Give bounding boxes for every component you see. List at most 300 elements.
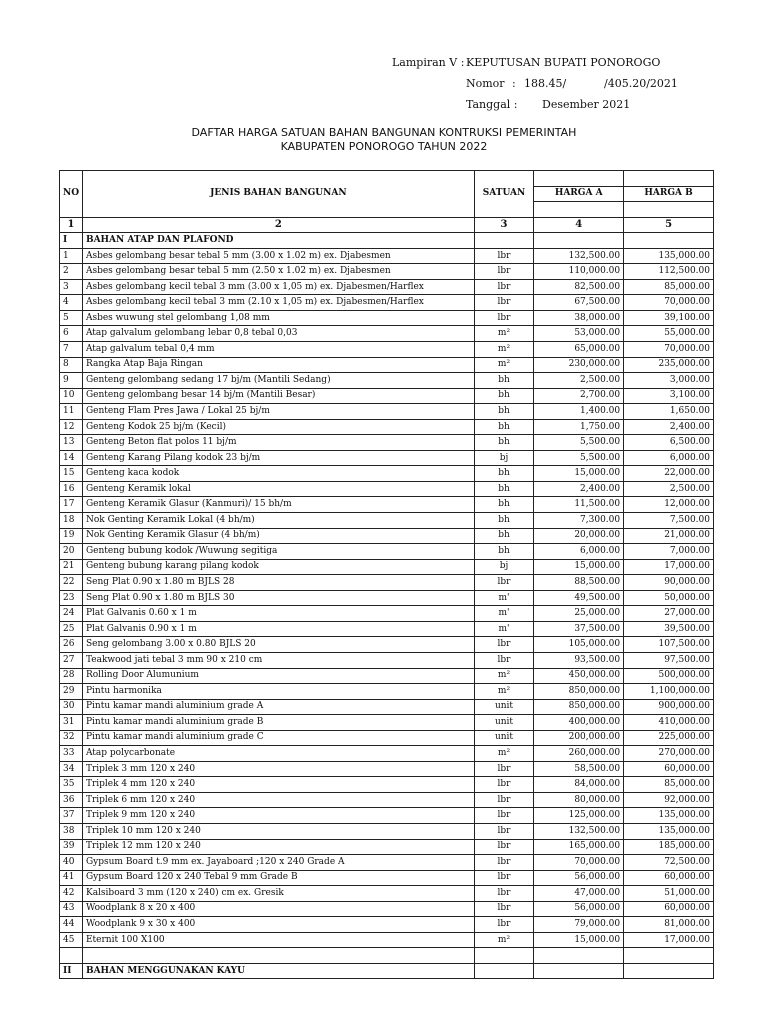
row-number: 42 [60,886,83,902]
colnum-3: 3 [474,217,534,233]
row-price-a: 25,000.00 [534,606,624,622]
row-unit: lbr [474,264,534,280]
row-unit: lbr [474,808,534,824]
table-row [60,466,714,482]
row-unit: lbr [474,792,534,808]
row-material-name: Teakwood jati tebal 3 mm 90 x 210 cm [82,652,474,668]
header-spacer [624,202,714,218]
row-number: 35 [60,777,83,793]
row-number: 8 [60,357,83,373]
table-row [60,870,714,886]
column-number-row [60,217,714,233]
row-material-name: Genteng kaca kodok [82,466,474,482]
row-price-b: 51,000.00 [624,886,714,902]
row-unit: bh [474,513,534,529]
header-blank-a [534,171,624,187]
row-unit: m² [474,746,534,762]
row-price-a: 38,000.00 [534,310,624,326]
header-blank-b [624,171,714,187]
row-unit: lbr [474,248,534,264]
row-price-b: 1,100,000.00 [624,684,714,700]
row-material-name: Pintu kamar mandi aluminium grade C [82,730,474,746]
lampiran-value: KEPUTUSAN BUPATI PONOROGO [466,56,661,69]
row-unit: m² [474,932,534,948]
row-number: 29 [60,684,83,700]
row-unit: bj [474,450,534,466]
row-price-a: 165,000.00 [534,839,624,855]
table-row [60,668,714,684]
tanggal-label: Tanggal : [466,98,518,111]
section-row [60,233,714,249]
row-number: 3 [60,279,83,295]
table-row [60,342,714,358]
colnum-1: 1 [60,217,83,233]
row-price-b: 7,500.00 [624,513,714,529]
row-unit: m² [474,684,534,700]
row-unit: lbr [474,652,534,668]
row-price-b: 55,000.00 [624,326,714,342]
table-row [60,715,714,731]
row-material-name: Triplek 3 mm 120 x 240 [82,761,474,777]
row-number: 15 [60,466,83,482]
row-price-b: 60,000.00 [624,870,714,886]
table-row [60,839,714,855]
row-material-name: Pintu kamar mandi aluminium grade A [82,699,474,715]
row-number: 24 [60,606,83,622]
row-unit: lbr [474,637,534,653]
table-row [60,326,714,342]
document-title [0,126,768,154]
row-number: 16 [60,481,83,497]
row-price-b: 85,000.00 [624,777,714,793]
row-price-b: 135,000.00 [624,808,714,824]
row-material-name: Seng gelombang 3.00 x 0.80 BJLS 20 [82,637,474,653]
table-row [60,606,714,622]
row-number: 22 [60,575,83,591]
row-number: 20 [60,544,83,560]
header-satuan: SATUAN [474,171,534,218]
row-unit: bh [474,528,534,544]
row-unit: bh [474,404,534,420]
row-price-b: 17,000.00 [624,932,714,948]
row-number: 6 [60,326,83,342]
table-row [60,746,714,762]
row-material-name: Seng Plat 0.90 x 1.80 m BJLS 28 [82,575,474,591]
table-row [60,684,714,700]
row-material-name: Genteng Karang Pilang kodok 23 bj/m [82,450,474,466]
row-unit: unit [474,699,534,715]
table-row [60,792,714,808]
section-row [60,963,714,979]
row-price-b: 410,000.00 [624,715,714,731]
row-price-b: 900,000.00 [624,699,714,715]
table-footer [60,948,714,979]
row-unit: lbr [474,917,534,933]
row-number: 36 [60,792,83,808]
table-row [60,450,714,466]
section-title: BAHAN ATAP DAN PLAFOND [82,233,474,249]
row-number: 10 [60,388,83,404]
table-row [60,917,714,933]
row-price-b: 17,000.00 [624,559,714,575]
price-table [59,170,714,979]
row-number: 44 [60,917,83,933]
row-price-b: 225,000.00 [624,730,714,746]
row-number: 32 [60,730,83,746]
table-row [60,590,714,606]
row-number: 1 [60,248,83,264]
nomor-value-b: /405.20/2021 [604,77,678,90]
row-number: 41 [60,870,83,886]
row-unit: bj [474,559,534,575]
colnum-4: 4 [534,217,624,233]
row-price-a: 20,000.00 [534,528,624,544]
row-unit: m² [474,342,534,358]
row-price-b: 90,000.00 [624,575,714,591]
row-number: 14 [60,450,83,466]
row-price-b: 50,000.00 [624,590,714,606]
row-price-a: 7,300.00 [534,513,624,529]
row-material-name: Triplek 12 mm 120 x 240 [82,839,474,855]
row-price-b: 1,650.00 [624,404,714,420]
table-row [60,264,714,280]
nomor-sep: : [512,77,516,90]
row-unit: lbr [474,279,534,295]
row-price-b: 97,500.00 [624,652,714,668]
table-row [60,652,714,668]
row-price-a: 82,500.00 [534,279,624,295]
row-price-b: 27,000.00 [624,606,714,622]
table-body [60,233,714,948]
row-number: 12 [60,419,83,435]
row-number: 28 [60,668,83,684]
table-row [60,559,714,575]
row-price-b: 81,000.00 [624,917,714,933]
table-row [60,248,714,264]
row-price-b: 7,000.00 [624,544,714,560]
row-price-b: 235,000.00 [624,357,714,373]
table-row [60,544,714,560]
row-price-a: 400,000.00 [534,715,624,731]
row-price-a: 5,500.00 [534,435,624,451]
row-material-name: Woodplank 8 x 20 x 400 [82,901,474,917]
row-price-a: 56,000.00 [534,870,624,886]
row-number: 4 [60,295,83,311]
row-price-a: 132,500.00 [534,823,624,839]
row-number: 7 [60,342,83,358]
row-unit: lbr [474,761,534,777]
row-material-name: Pintu kamar mandi aluminium grade B [82,715,474,731]
table-row [60,435,714,451]
row-material-name: Triplek 4 mm 120 x 240 [82,777,474,793]
row-price-a: 37,500.00 [534,621,624,637]
table-row [60,357,714,373]
row-number: 31 [60,715,83,731]
row-price-b: 135,000.00 [624,823,714,839]
row-number: 38 [60,823,83,839]
row-number: 39 [60,839,83,855]
row-material-name: Atap galvalum tebal 0,4 mm [82,342,474,358]
row-material-name: Genteng gelombang sedang 17 bj/m (Mantili Sedang) [82,373,474,389]
table-row [60,901,714,917]
row-price-a: 93,500.00 [534,652,624,668]
tanggal-line [392,94,678,115]
table-row [60,855,714,871]
row-price-a: 15,000.00 [534,559,624,575]
row-price-b: 6,000.00 [624,450,714,466]
row-material-name: Atap polycarbonate [82,746,474,762]
row-number: 11 [60,404,83,420]
row-material-name: Rolling Door Alumunium [82,668,474,684]
document-header [392,52,678,115]
table-row [60,310,714,326]
table-row [60,481,714,497]
row-material-name: Nok Genting Keramik Lokal (4 bh/m) [82,513,474,529]
row-material-name: Triplek 9 mm 120 x 240 [82,808,474,824]
row-price-b: 39,100.00 [624,310,714,326]
row-number: 30 [60,699,83,715]
lampiran-line [392,52,678,73]
table-row [60,575,714,591]
row-number: 19 [60,528,83,544]
row-material-name: Asbes gelombang kecil tebal 3 mm (3.00 x 1,05 m) ex. Djabesmen/Harflex [82,279,474,295]
header-spacer [534,202,624,218]
row-price-a: 132,500.00 [534,248,624,264]
nomor-line [392,73,678,94]
row-unit: lbr [474,310,534,326]
row-price-b: 70,000.00 [624,295,714,311]
row-price-a: 200,000.00 [534,730,624,746]
row-number: 9 [60,373,83,389]
row-number: 43 [60,901,83,917]
row-unit: m' [474,621,534,637]
row-price-b: 107,500.00 [624,637,714,653]
row-price-a: 15,000.00 [534,466,624,482]
table-row [60,932,714,948]
nomor-value-a: 188.45/ [524,77,567,90]
row-price-b: 2,500.00 [624,481,714,497]
row-material-name: Genteng Keramik lokal [82,481,474,497]
row-unit: bh [474,497,534,513]
row-unit: m' [474,590,534,606]
title-line-2: KABUPATEN PONOROGO TAHUN 2022 [280,140,488,153]
section-number: II [60,963,83,979]
row-material-name: Asbes gelombang kecil tebal 3 mm (2.10 x 1,05 m) ex. Djabesmen/Harflex [82,295,474,311]
row-price-b: 112,500.00 [624,264,714,280]
row-price-a: 58,500.00 [534,761,624,777]
row-unit: lbr [474,777,534,793]
row-price-b: 2,400.00 [624,419,714,435]
row-price-b: 12,000.00 [624,497,714,513]
row-unit: unit [474,715,534,731]
row-material-name: Asbes gelombang besar tebal 5 mm (3.00 x 1.02 m) ex. Djabesmen [82,248,474,264]
row-material-name: Seng Plat 0.90 x 1.80 m BJLS 30 [82,590,474,606]
row-unit: bh [474,435,534,451]
row-material-name: Asbes wuwung stel gelombang 1,08 mm [82,310,474,326]
row-price-a: 88,500.00 [534,575,624,591]
row-price-b: 500,000.00 [624,668,714,684]
row-unit: bh [474,373,534,389]
row-price-a: 2,500.00 [534,373,624,389]
row-price-a: 2,700.00 [534,388,624,404]
row-material-name: Eternit 100 X100 [82,932,474,948]
row-price-a: 6,000.00 [534,544,624,560]
row-material-name: Genteng Kodok 25 bj/m (Kecil) [82,419,474,435]
table-row [60,730,714,746]
row-number: 5 [60,310,83,326]
row-price-a: 84,000.00 [534,777,624,793]
row-number: 17 [60,497,83,513]
table-row [60,497,714,513]
header-harga-a: HARGA A [534,186,624,202]
table-row [60,761,714,777]
row-price-a: 260,000.00 [534,746,624,762]
row-price-a: 230,000.00 [534,357,624,373]
table-row [60,295,714,311]
row-material-name: Plat Galvanis 0.60 x 1 m [82,606,474,622]
row-material-name: Nok Genting Keramik Glasur (4 bh/m) [82,528,474,544]
row-material-name: Rangka Atap Baja Ringan [82,357,474,373]
row-unit: m² [474,357,534,373]
row-price-b: 6,500.00 [624,435,714,451]
row-price-a: 79,000.00 [534,917,624,933]
row-number: 27 [60,652,83,668]
row-price-b: 3,000.00 [624,373,714,389]
row-unit: bh [474,481,534,497]
row-price-a: 1,400.00 [534,404,624,420]
table-row [60,886,714,902]
row-material-name: Asbes gelombang besar tebal 5 mm (2.50 x 1.02 m) ex. Djabesmen [82,264,474,280]
row-unit: m' [474,606,534,622]
row-unit: lbr [474,575,534,591]
header-harga-b: HARGA B [624,186,714,202]
row-number: 45 [60,932,83,948]
row-price-b: 39,500.00 [624,621,714,637]
section-title: BAHAN MENGGUNAKAN KAYU [82,963,474,979]
row-unit: m² [474,668,534,684]
row-unit: bh [474,466,534,482]
row-number: 21 [60,559,83,575]
row-price-a: 2,400.00 [534,481,624,497]
row-number: 26 [60,637,83,653]
row-material-name: Kalsiboard 3 mm (120 x 240) cm ex. Gresik [82,886,474,902]
row-price-a: 65,000.00 [534,342,624,358]
header-no: NO [60,171,83,218]
row-price-a: 850,000.00 [534,699,624,715]
row-material-name: Plat Galvanis 0.90 x 1 m [82,621,474,637]
row-material-name: Triplek 10 mm 120 x 240 [82,823,474,839]
row-price-b: 60,000.00 [624,901,714,917]
table-row [60,513,714,529]
row-price-a: 56,000.00 [534,901,624,917]
row-price-b: 72,500.00 [624,855,714,871]
row-unit: bh [474,544,534,560]
lampiran-label: Lampiran V : [392,56,465,69]
row-price-a: 1,750.00 [534,419,624,435]
row-material-name: Genteng Flam Pres Jawa / Lokal 25 bj/m [82,404,474,420]
table-row [60,373,714,389]
table-row [60,621,714,637]
tanggal-value: Desember 2021 [542,98,631,111]
row-price-a: 49,500.00 [534,590,624,606]
row-price-a: 67,500.00 [534,295,624,311]
row-number: 34 [60,761,83,777]
table-row [60,404,714,420]
header-name: JENIS BAHAN BANGUNAN [82,171,474,218]
row-material-name: Gypsum Board t.9 mm ex. Jayaboard ;120 x 240 Grade A [82,855,474,871]
row-material-name: Atap galvalum gelombang lebar 0,8 tebal 0,03 [82,326,474,342]
row-price-a: 125,000.00 [534,808,624,824]
row-material-name: Genteng bubung karang pilang kodok [82,559,474,575]
row-number: 33 [60,746,83,762]
table-row [60,808,714,824]
row-price-a: 850,000.00 [534,684,624,700]
row-price-b: 3,100.00 [624,388,714,404]
row-number: 40 [60,855,83,871]
row-number: 37 [60,808,83,824]
title-line-1: DAFTAR HARGA SATUAN BAHAN BANGUNAN KONTRUKSI PEMERINTAH [191,126,577,139]
row-price-a: 47,000.00 [534,886,624,902]
row-price-b: 185,000.00 [624,839,714,855]
row-number: 2 [60,264,83,280]
section-number: I [60,233,83,249]
row-unit: lbr [474,870,534,886]
row-material-name: Woodplank 9 x 30 x 400 [82,917,474,933]
row-price-a: 450,000.00 [534,668,624,684]
row-material-name: Genteng Keramik Glasur (Kanmuri)/ 15 bh/m [82,497,474,513]
colnum-2: 2 [82,217,474,233]
row-price-a: 5,500.00 [534,450,624,466]
row-material-name: Genteng gelombang besar 14 bj/m (Mantili Besar) [82,388,474,404]
row-material-name: Gypsum Board 120 x 240 Tebal 9 mm Grade B [82,870,474,886]
row-number: 23 [60,590,83,606]
row-unit: bh [474,419,534,435]
row-material-name: Triplek 6 mm 120 x 240 [82,792,474,808]
table-row [60,419,714,435]
row-price-b: 22,000.00 [624,466,714,482]
table-row [60,528,714,544]
row-material-name: Genteng bubung kodok /Wuwung segitiga [82,544,474,560]
row-price-a: 11,500.00 [534,497,624,513]
table-row [60,388,714,404]
table-header-row [60,171,714,187]
row-unit: lbr [474,886,534,902]
row-price-b: 135,000.00 [624,248,714,264]
row-unit: lbr [474,855,534,871]
row-price-a: 80,000.00 [534,792,624,808]
row-unit: lbr [474,839,534,855]
row-price-a: 110,000.00 [534,264,624,280]
row-price-b: 85,000.00 [624,279,714,295]
row-number: 18 [60,513,83,529]
row-price-a: 15,000.00 [534,932,624,948]
row-material-name: Genteng Beton flat polos 11 bj/m [82,435,474,451]
row-number: 13 [60,435,83,451]
row-unit: lbr [474,901,534,917]
row-price-b: 60,000.00 [624,761,714,777]
row-unit: unit [474,730,534,746]
row-unit: lbr [474,295,534,311]
row-number: 25 [60,621,83,637]
row-material-name: Pintu harmonika [82,684,474,700]
row-price-b: 70,000.00 [624,342,714,358]
row-price-a: 53,000.00 [534,326,624,342]
row-unit: bh [474,388,534,404]
blank-row [60,948,714,964]
row-unit: m² [474,326,534,342]
row-unit: lbr [474,823,534,839]
table-row [60,823,714,839]
